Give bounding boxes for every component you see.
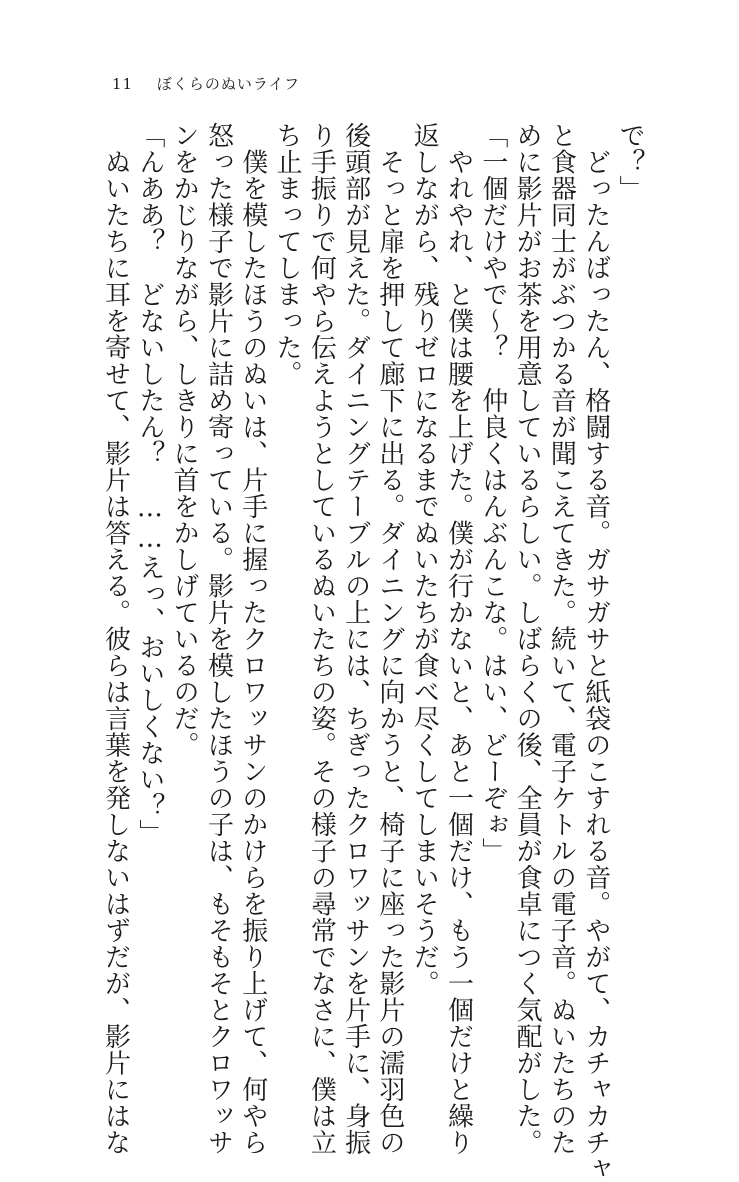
text-line: り手振りで何やら伝えようとしているぬいたちの姿。その様子の尋常でなさに、僕は立 bbox=[306, 122, 337, 1156]
text-line: 怒った様子で影片に詰め寄っている。影片を模したほうの子は、もそもそとクロワッサ bbox=[203, 122, 234, 1156]
text-line: どったんばったん、格闘する音。ガサガサと紙袋のこすれる音。やがて、カチャカチャ bbox=[580, 122, 611, 1182]
text-line: 「一個だけやで〜？ 仲良くはんぶんこな。はい、どーぞぉ」 bbox=[477, 122, 508, 864]
text-line: 返しながら、残りゼロになるまでぬいたちが食べ尽くしてしまいそうだ。 bbox=[409, 122, 440, 997]
text-line: ち止まってしまった。 bbox=[272, 122, 303, 387]
text-line: ンをかじりながら、しきりに首をかしげているのだ。 bbox=[169, 122, 200, 758]
text-line: そっと扉を押して廊下に出る。ダイニングに向かうと、椅子に座った影片の濡羽色の bbox=[374, 122, 405, 1156]
text-line: やれやれ、と僕は腰を上げた。僕が行かないと、あと一個だけ、もう一個だけと繰り bbox=[443, 122, 474, 1156]
text-line: 後頭部が見えた。ダイニングテーブルの上には、ちぎったクロワッサンを片手に、身振 bbox=[340, 122, 371, 1156]
text-line: と食器同士がぶつかる音が聞こえてきた。続いて、電子ケトルの電子音。ぬいたちのた bbox=[546, 122, 577, 1156]
text-line: ぬいたちに耳を寄せて、影片は答える。彼らは言葉を発しないはずだが、影片にはな bbox=[100, 122, 131, 1156]
text-line: めに影片がお茶を用意しているらしい。しばらくの後、全員が食卓につく気配がした。 bbox=[512, 122, 543, 1156]
text-line: で？」 bbox=[615, 122, 645, 202]
text-line: 「んああ？ どないしたん？ ……えっ、おいしくない？」 bbox=[134, 122, 165, 846]
running-head bbox=[112, 73, 300, 94]
book-title: ぼくらのぬいライフ bbox=[156, 75, 300, 93]
body-text bbox=[98, 122, 647, 1182]
text-line: 僕を模したほうのぬいは、片手に握ったクロワッサンのかけらを振り上げて、何やら bbox=[237, 122, 268, 1156]
page-number: 11 bbox=[112, 75, 134, 93]
